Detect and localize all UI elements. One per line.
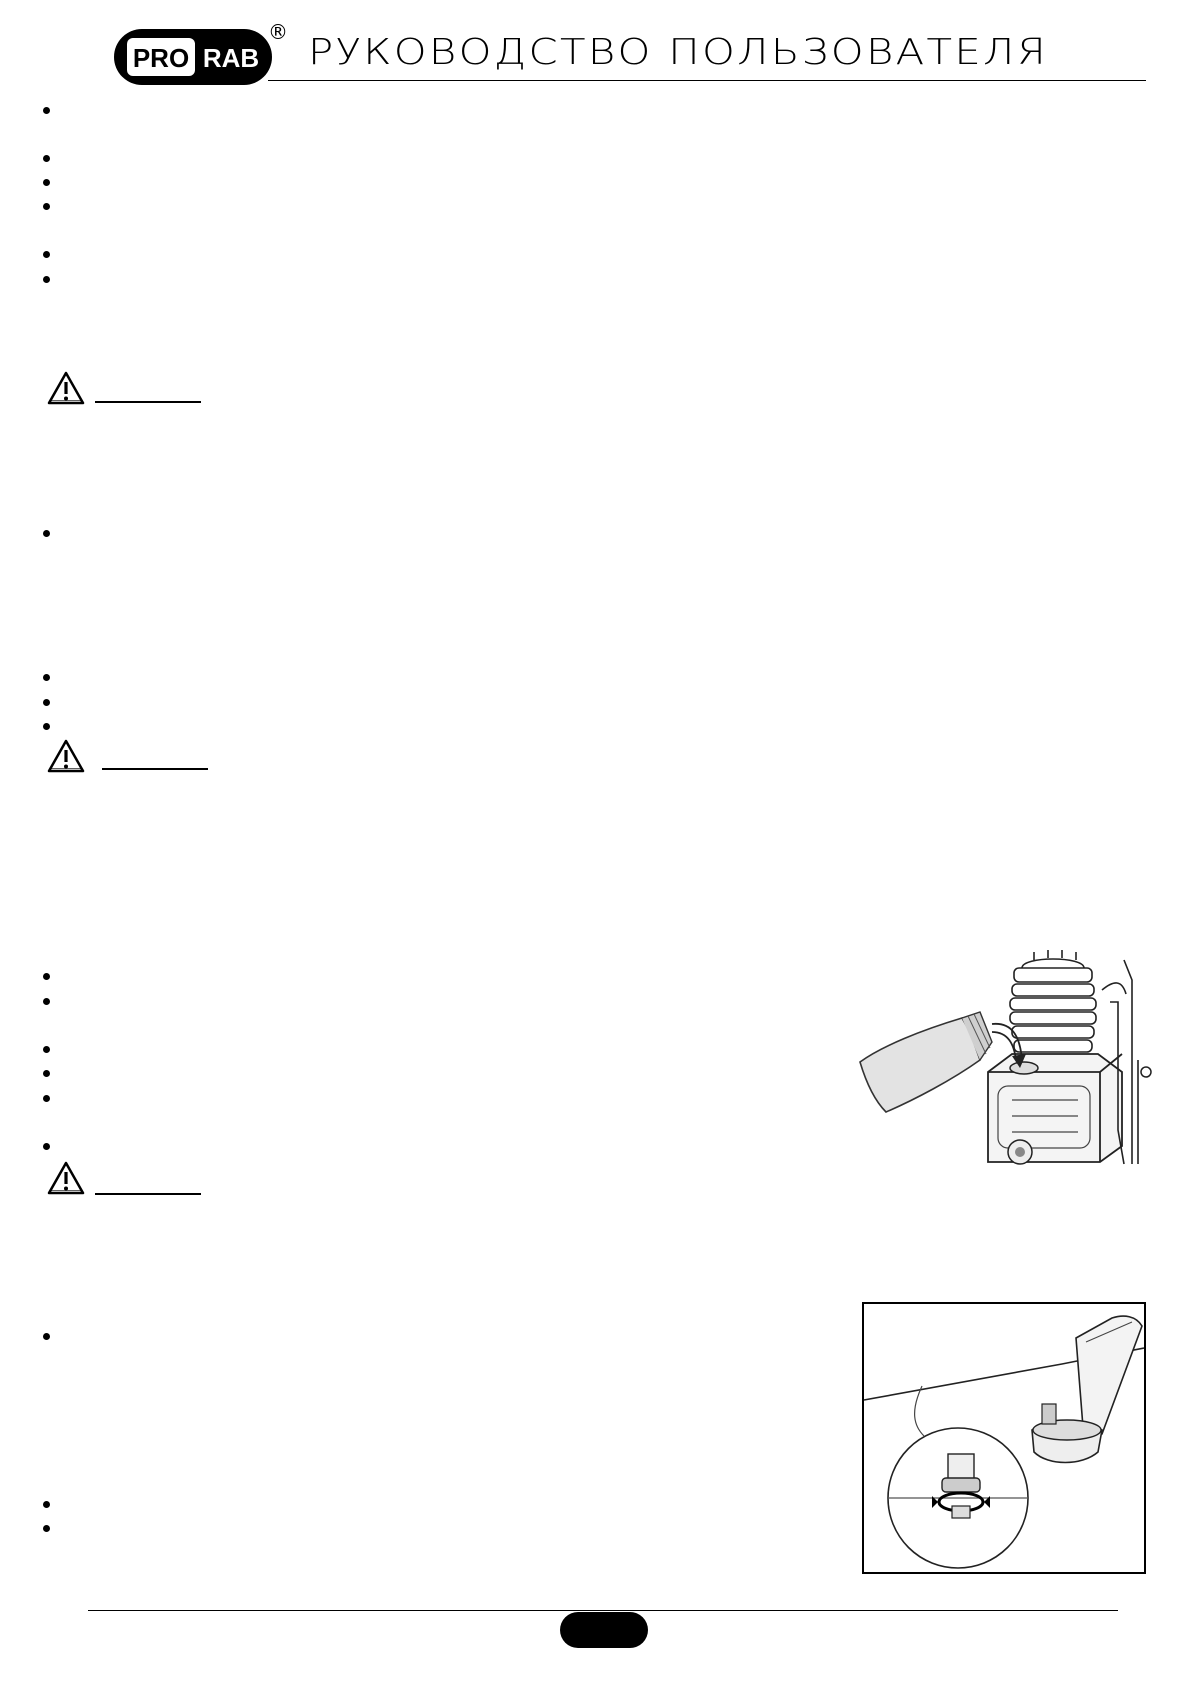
drain-valve-illustration — [862, 1302, 1146, 1574]
warning-heading-rule — [95, 1193, 201, 1195]
registered-mark: ® — [268, 20, 288, 44]
prorab-logo — [113, 28, 273, 86]
bullet-dot — [43, 973, 50, 980]
bullet-dot — [43, 1143, 50, 1150]
warning-triangle-icon — [46, 370, 86, 406]
bullet-dot — [43, 1501, 50, 1508]
bullet-dot — [43, 1525, 50, 1532]
warning-heading-rule — [102, 768, 208, 770]
document-title: РУКОВОДСТВО ПОЛЬЗОВАТЕЛЯ — [308, 32, 1049, 73]
bullet-dot — [43, 1046, 50, 1053]
page-number-badge — [560, 1612, 648, 1648]
bullet-dot — [43, 699, 50, 706]
bullet-dot — [43, 276, 50, 283]
warning-triangle-icon — [46, 738, 86, 774]
bullet-dot — [43, 107, 50, 114]
bullet-dot — [43, 1070, 50, 1077]
bullet-dot — [43, 203, 50, 210]
bullet-dot — [43, 179, 50, 186]
bullet-dot — [43, 530, 50, 537]
bullet-dot — [43, 1333, 50, 1340]
bullet-dot — [43, 674, 50, 681]
header-divider — [268, 80, 1146, 81]
bullet-dot — [43, 251, 50, 258]
footer-divider — [88, 1610, 1118, 1611]
bullet-dot — [43, 155, 50, 162]
bullet-dot — [43, 1095, 50, 1102]
svg-text:RAB: RAB — [202, 43, 260, 73]
warning-triangle-icon — [46, 1160, 86, 1196]
oil-fill-illustration — [852, 950, 1152, 1172]
bullet-dot — [43, 723, 50, 730]
svg-text:PRO: PRO — [132, 43, 190, 73]
warning-heading-rule — [95, 401, 201, 403]
bullet-dot — [43, 998, 50, 1005]
